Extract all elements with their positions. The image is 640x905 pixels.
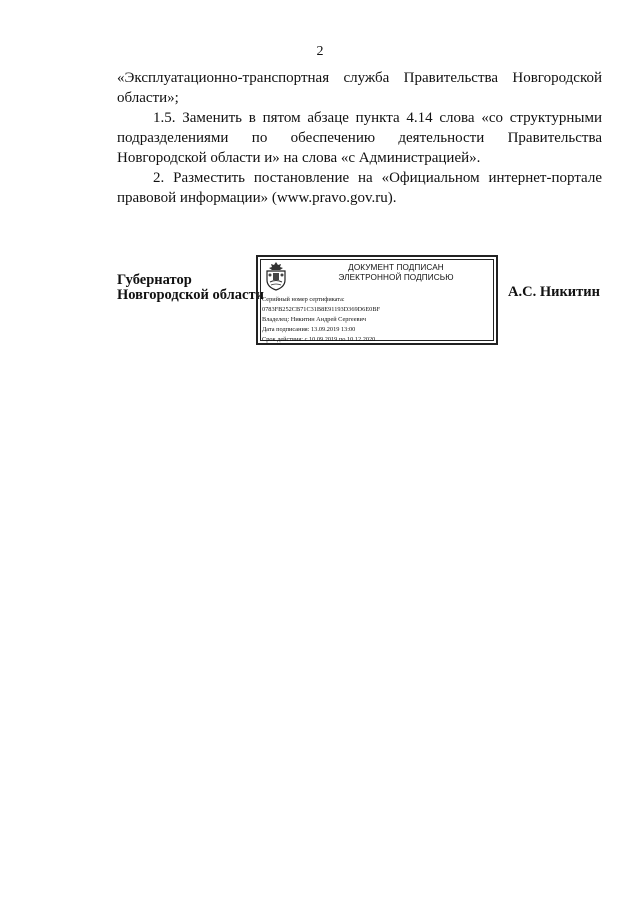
coat-of-arms-icon — [263, 261, 289, 291]
stamp-validity: Срок действия: с 10.09.2019 по 10.12.2020 — [262, 336, 376, 343]
page-number: 2 — [316, 44, 324, 59]
stamp-fields — [262, 295, 380, 345]
stamp-signed-date: Дата подписания: 13.09.2019 13:00 — [262, 326, 356, 333]
stamp-owner: Владелец: Никитин Андрей Сергеевич — [262, 316, 367, 323]
paragraph-1-5: 1.5. Заменить в пятом абзаце пункта 4.14 слова «со структурными подразделениями по обеспечению деятельности Правительства Новгородской области и» на слова «с Администрацией». — [117, 110, 602, 166]
paragraph-2: 2. Разместить постановление на «Официальном интернет-портале правовой информации» (www.pravo.gov.ru). — [117, 170, 602, 206]
signatory-name: А.С. Никитин — [508, 284, 600, 300]
electronic-signature-stamp — [256, 255, 498, 345]
stamp-title-line2: ЭЛЕКТРОННОЙ ПОДПИСЬЮ — [338, 273, 454, 282]
paragraph-continuation: «Эксплуатационно-транспортная служба Правительства Новгородской области»; — [117, 70, 602, 106]
stamp-title — [298, 263, 494, 283]
signatory-position — [117, 273, 264, 303]
signatory-position-line2: Новгородской области — [117, 287, 264, 303]
stamp-serial: 0783FB252CB71C31B8E91193D369D6E0BF — [262, 306, 381, 313]
stamp-serial-label: Серийный номер сертификата: — [262, 296, 345, 303]
stamp-title-line1: ДОКУМЕНТ ПОДПИСАН — [348, 263, 444, 272]
body-text — [117, 68, 602, 208]
signatory-position-line1: Губернатор — [117, 272, 192, 288]
